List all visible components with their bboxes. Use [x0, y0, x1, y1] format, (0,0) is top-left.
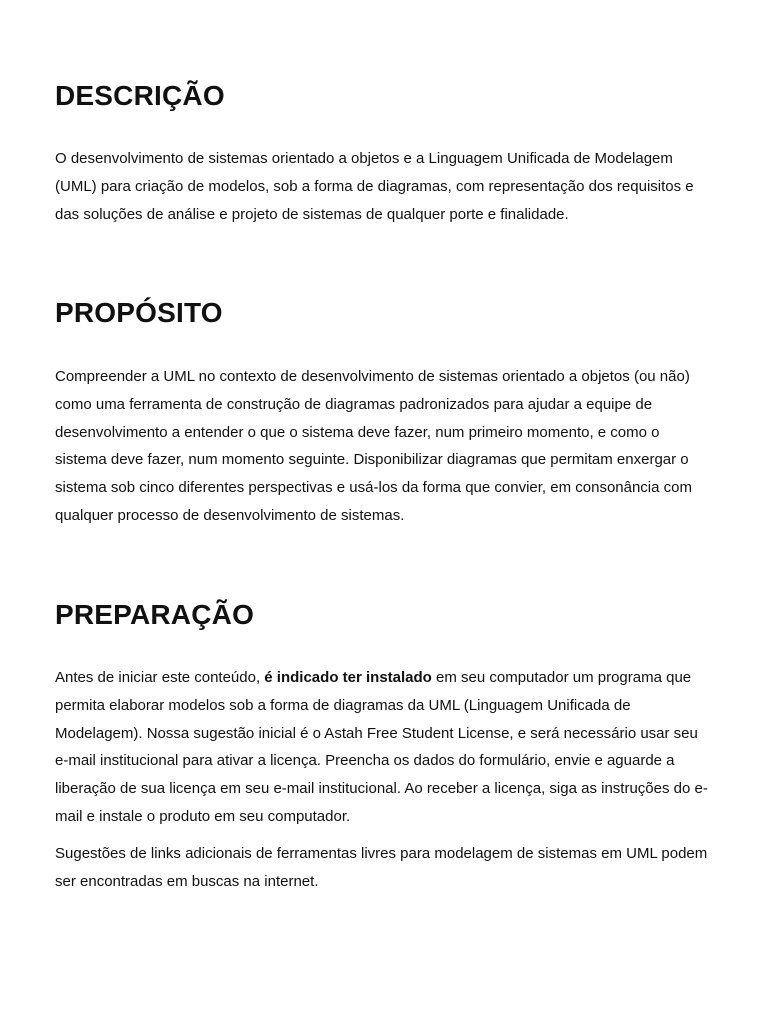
- section-paragraph-descricao: O desenvolvimento de sistemas orientado a objetos e a Linguagem Unificada de Modelagem (UML) para criação de modelos, sob a forma de diagramas, com representação dos requisitos e das soluções de análise e projeto de sistemas de qualquer porte e finalidade.: [55, 150, 694, 223]
- section-paragraph-preparacao-2: Sugestões de links adicionais de ferramentas livres para modelagem de sistemas em UML podem ser encontradas em buscas na internet.: [55, 845, 708, 890]
- section-paragraph-preparacao-1: [55, 664, 715, 831]
- section-title-proposito: PROPÓSITO: [55, 297, 223, 328]
- section-paragraph-proposito: Compreender a UML no contexto de desenvolvimento de sistemas orientado a objetos (ou não) como uma ferramenta de construção de diagramas padronizados para ajudar a equipe de desenvolvimento a entender o que o sistema deve fazer, num primeiro momento, e como o sistema deve fazer, num momento seguinte. Disponibilizar diagramas que permitam enxergar o sistema sob cinco diferentes perspectivas e usá-los da forma que convier, em consonância com qualquer processo de desenvolvimento de sistemas.: [55, 368, 692, 524]
- section-title-preparacao: PREPARAÇÃO: [55, 599, 255, 630]
- paragraph-text-before: Antes de iniciar este conteúdo,: [55, 669, 265, 686]
- paragraph-text-after: em seu computador um programa que permita elaborar modelos sob a forma de diagramas da UML (Linguagem Unificada de Modelagem). Nossa sugestão inicial é o Astah Free Student License, e será necessário usar seu e-mail institucional para ativar a licença. Preencha os dados do formulário, envie e aguarde a liberação de sua licença em seu e-mail institucional. Ao receber a licença, siga as instruções do e-mail e instale o produto em seu computador.: [55, 669, 708, 825]
- section-title-descricao: DESCRIÇÃO: [55, 80, 225, 111]
- paragraph-emphasis: é indicado ter instalado: [264, 669, 432, 686]
